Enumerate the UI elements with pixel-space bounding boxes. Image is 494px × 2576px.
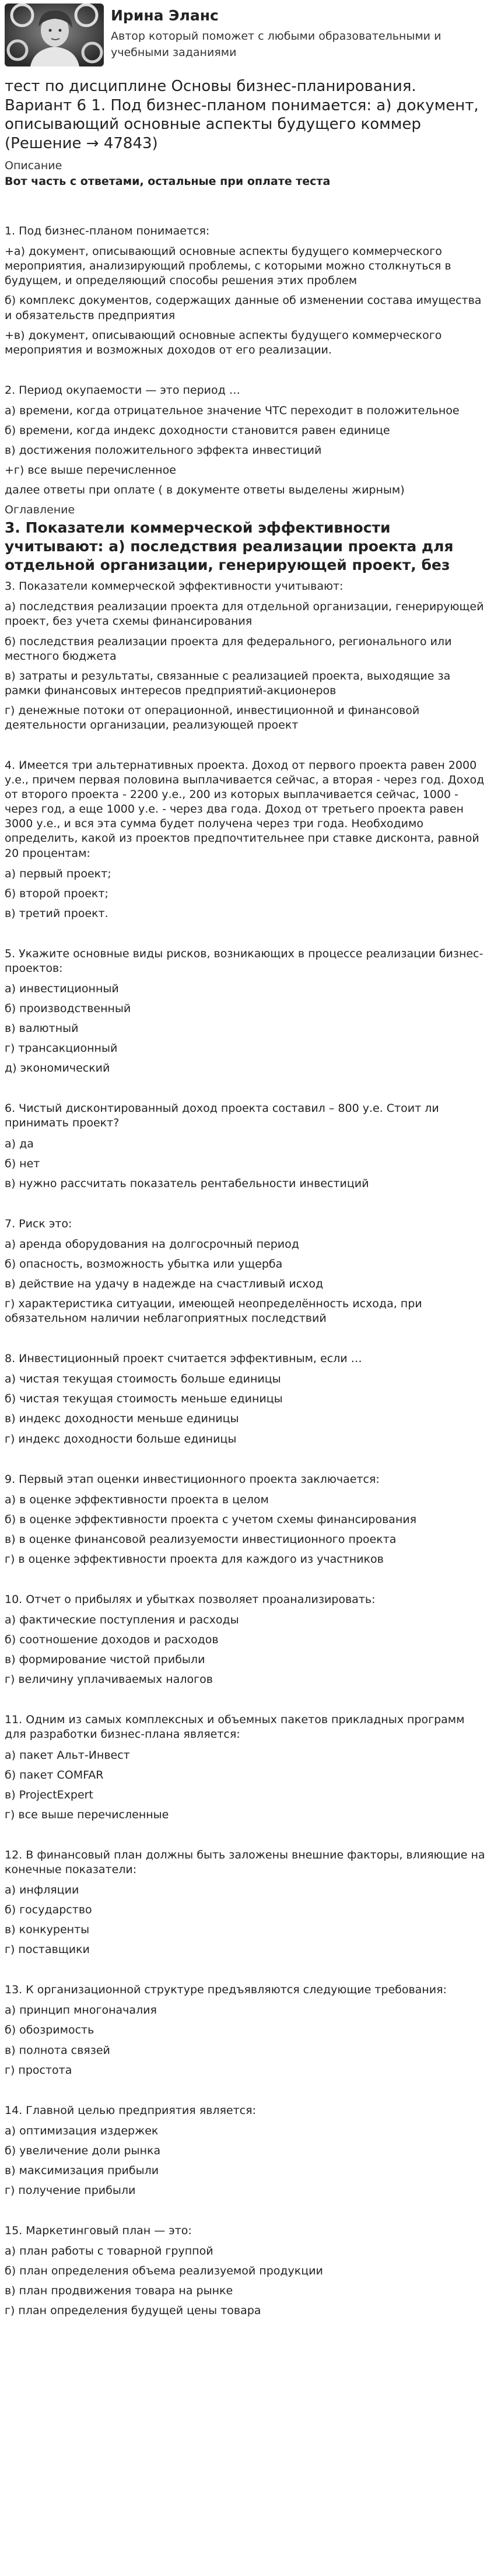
answer-option: в) валютный — [5, 1022, 79, 1035]
answer-option: б) комплекс документов, содержащих данные об изменении состава имущества и обязательств предприятия — [5, 294, 482, 322]
answer-option: +а) документ, описывающий основные аспекты будущего коммерческого мероприятия, анализирующий проблемы, с которыми можно столкнуться в будущем, и определяющий способы решения этих проблем — [5, 245, 451, 288]
question-4 — [5, 758, 488, 921]
question-3 — [5, 579, 488, 733]
answer-option: б) опасность, возможность убытка или ущерба — [5, 1257, 283, 1270]
question-13 — [5, 1983, 488, 2077]
answer-option: г) величину уплачиваемых налогов — [5, 1673, 213, 1686]
question-5 — [5, 947, 488, 1076]
question-text: 10. Отчет о прибылях и убытках позволяет проанализировать: — [5, 1593, 376, 1606]
answer-option: а) инвестиционный — [5, 982, 119, 995]
question-text: 3. Показатели коммерческой эффективности учитывают: — [5, 580, 344, 593]
question-text: 2. Период окупаемости — это период … — [5, 383, 240, 397]
answer-option: б) увеличение доли рынка — [5, 2144, 161, 2157]
question-text: 9. Первый этап оценки инвестиционного проекта заключается: — [5, 1472, 380, 1486]
answer-option: г) индекс доходности больше единицы — [5, 1432, 237, 1446]
answer-option: а) времени, когда отрицательное значение ЧТС переходит в положительное — [5, 404, 460, 417]
question-12 — [5, 1848, 488, 1957]
paywall-note: далее ответы при оплате ( в документе ответы выделены жирным) — [5, 484, 405, 497]
answer-option: а) чистая текущая стоимость больше единицы — [5, 1373, 281, 1386]
answer-option: г) трансакционный — [5, 1042, 118, 1055]
answer-option: в) конкуренты — [5, 1923, 90, 1937]
question-text: 14. Главной целью предприятия является: — [5, 2104, 256, 2117]
toc-heading[interactable]: 3. Показатели коммерческой эффективности учитывают: а) последствия реализации проекта для отдельной организации, генерирующей проект, без — [5, 519, 454, 574]
answer-option: г) простота — [5, 2063, 72, 2077]
question-text: 1. Под бизнес-планом понимается: — [5, 225, 210, 238]
answer-option: б) в оценке эффективности проекта с учетом схемы финансирования — [5, 1513, 417, 1526]
question-text: 5. Укажите основные виды рисков, возникающих в процессе реализации бизнес-проектов: — [5, 947, 484, 975]
answer-option: в) максимизация прибыли — [5, 2164, 159, 2177]
page-title: тест по дисциплине Основы бизнес-планирования. Вариант 6 1. Под бизнес-планом понимается: а) документ, описывающий основные аспекты будущего коммер (Решение → 47843) — [5, 78, 479, 152]
answer-option: а) план работы с товарной группой — [5, 2245, 213, 2258]
question-1 — [5, 224, 488, 358]
question-2 — [5, 383, 488, 498]
answer-option: в) третий проект. — [5, 907, 108, 920]
question-11 — [5, 1713, 488, 1822]
answer-option: а) пакет Альт-Инвест — [5, 1748, 130, 1762]
author-info — [111, 4, 472, 61]
question-8 — [5, 1352, 488, 1446]
answer-option: а) принцип многоначалия — [5, 2004, 157, 2017]
answer-option: г) характеристика ситуации, имеющей неопределённость исхода, при обязательном наличии неблагоприятных последствий — [5, 1297, 422, 1325]
answer-option: в) достижения положительного эффекта инвестиций — [5, 444, 322, 457]
answer-option: г) в оценке эффективности проекта для каждого из участников — [5, 1552, 384, 1566]
answer-option: г) план определения будущей цены товара — [5, 2304, 261, 2318]
question-text: 11. Одним из самых комплексных и объемных пакетов прикладных программ для разработки бизнес-плана является: — [5, 1713, 465, 1741]
answer-option: а) в оценке эффективности проекта в целом — [5, 1493, 269, 1506]
answer-option: г) денежные потоки от операционной, инвестиционной и финансовой деятельности организации, реализующей проект — [5, 704, 420, 732]
answer-option: б) план определения объема реализуемой продукции — [5, 2264, 323, 2278]
question-text: 15. Маркетинговый план — это: — [5, 2224, 192, 2238]
question-text: 6. Чистый дисконтированный доход проекта составил – 800 у.е. Стоит ли принимать проект? — [5, 1102, 439, 1130]
description-label: Описание — [5, 159, 62, 172]
author-name[interactable]: Ирина Эланс — [111, 7, 219, 24]
answer-option: а) оптимизация издержек — [5, 2124, 159, 2137]
answer-option: в) нужно рассчитать показатель рентабельности инвестиций — [5, 1177, 369, 1190]
answer-option: +г) все выше перечисленное — [5, 464, 176, 477]
answer-option: б) нет — [5, 1157, 40, 1170]
answer-option: д) экономический — [5, 1062, 110, 1075]
question-text: 13. К организационной структуре предъявляются следующие требования: — [5, 1983, 447, 1997]
answer-option: +в) документ, описывающий основные аспекты будущего коммерческого мероприятия и возможных доходов от его реализации. — [5, 328, 442, 356]
answer-option: б) второй проект; — [5, 887, 108, 900]
answer-option: б) чистая текущая стоимость меньше единицы — [5, 1392, 283, 1406]
answer-option: а) аренда оборудования на долгосрочный период — [5, 1237, 299, 1251]
answer-option: б) обозримость — [5, 2024, 94, 2037]
answers-notice: Вот часть с ответами, остальные при оплате теста — [5, 175, 331, 188]
answer-option: б) пакет COMFAR — [5, 1768, 104, 1782]
question-14 — [5, 2104, 488, 2198]
avatar-image — [5, 4, 104, 66]
answer-option: а) да — [5, 1137, 34, 1150]
answer-option: в) действие на удачу в надежде на счастливый исход — [5, 1277, 324, 1290]
answer-option: г) все выше перечисленные — [5, 1808, 169, 1821]
answer-option: а) последствия реализации проекта для отдельной организации, генерирующей проект, без учета схемы финансирования — [5, 600, 484, 628]
answer-option: в) план продвижения товара на рынке — [5, 2284, 233, 2298]
answer-option: г) поставщики — [5, 1943, 90, 1957]
answer-option: в) затраты и результаты, связанные с реализацией проекта, выходящие за рамки финансовых интересов предприятий-акционеров — [5, 669, 451, 697]
answer-option: в) формирование чистой прибыли — [5, 1653, 205, 1667]
answer-option: б) производственный — [5, 1002, 131, 1016]
author-card[interactable] — [5, 0, 488, 69]
question-7 — [5, 1217, 488, 1326]
answer-option: в) ProjectExpert — [5, 1788, 93, 1801]
question-6 — [5, 1101, 488, 1191]
question-15 — [5, 2224, 488, 2318]
author-description: Автор который поможет с любыми образовательными и учебными заданиями — [111, 30, 442, 59]
question-text: 4. Имеется три альтернативных проекта. Доход от первого проекта равен 2000 у.е., причем первая половина выплачивается сейчас, а вторая - через год. Доход от второго проекта - 2200 у.е., 200 из которых выплачивается сейчас, 1000 - через год, а еще 1000 у.е. - через два года. Доход от третьего проекта равен 3000 у.е., и вся эта сумма будет получена через три года. Необходимо определить, какой из проектов предпочтительнее при ставке дисконта, равной 20 процентам: — [5, 759, 485, 860]
answer-option: в) индекс доходности меньше единицы — [5, 1412, 239, 1426]
question-10 — [5, 1592, 488, 1687]
author-avatar[interactable] — [5, 4, 104, 66]
question-text: 12. В финансовый план должны быть заложены внешние факторы, влияющие на конечные показатели: — [5, 1848, 485, 1876]
answer-option: а) инфляции — [5, 1884, 79, 1897]
answer-option: б) государство — [5, 1903, 92, 1917]
answer-option: а) фактические поступления и расходы — [5, 1614, 239, 1627]
answer-option: а) первый проект; — [5, 867, 111, 880]
answer-option: б) соотношение доходов и расходов — [5, 1633, 219, 1647]
answer-option: б) времени, когда индекс доходности становится равен единице — [5, 424, 390, 437]
toc-label: Оглавление — [5, 503, 75, 517]
question-text: 7. Риск это: — [5, 1217, 72, 1230]
question-9 — [5, 1472, 488, 1567]
answer-option: б) последствия реализации проекта для федерального, регионального или местного бюджета — [5, 635, 452, 663]
answer-option: в) в оценке финансовой реализуемости инвестиционного проекта — [5, 1532, 397, 1546]
answer-option: в) полнота связей — [5, 2043, 110, 2057]
question-text: 8. Инвестиционный проект считается эффективным, если … — [5, 1352, 362, 1366]
answer-option: г) получение прибыли — [5, 2184, 136, 2197]
